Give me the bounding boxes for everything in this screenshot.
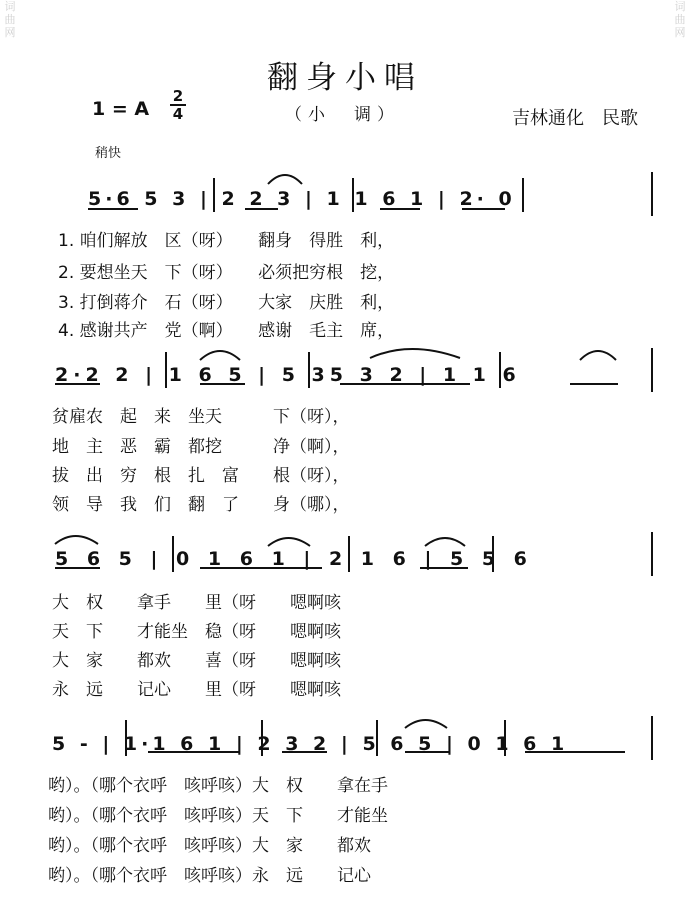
lyric-line-4-1: 哟）。（哪个衣呼 咳呼咳）大 权 拿在手 [48, 776, 388, 796]
slur [405, 720, 447, 728]
lyric-line-1-1: 1. 咱们解放 区（呀） 翻身 得胜 利， [58, 231, 395, 251]
lyric-line-4-2: 哟）。（哪个衣呼 咳呼咳）天 下 才能坐 [48, 806, 388, 826]
time-signature-top: 2 [172, 87, 184, 105]
slur [370, 349, 460, 358]
notes-line-2: 2·2 2 | 1 6 5 | 5 35 3 2 | 1 1 6 [55, 364, 521, 386]
lyric-line-2-4: 领 导 我 们 翻 了 身（哪）， [52, 495, 350, 515]
lyric-line-3-3: 大 家 都欢 喜（呀 嗯啊咳 [52, 651, 341, 671]
notes-line-1: 5·6 5 3 | 2 2 3 | 1 1 6 1 | 2· 0 [88, 188, 516, 210]
slur [580, 351, 616, 360]
lyric-line-4-3: 哟）。（哪个衣呼 咳呼咳）大 家 都欢 [48, 836, 371, 856]
time-signature [170, 88, 186, 122]
slur [55, 536, 98, 544]
tempo-marking: 稍快 [95, 146, 122, 161]
lyric-line-2-3: 拔 出 穷 根 扎 富 根（呀）， [52, 466, 350, 486]
lyric-line-3-1: 大 权 拿手 里（呀 嗯啊咳 [52, 593, 341, 613]
song-subtitle: （小 调） [285, 105, 400, 125]
lyric-line-4-4: 哟）。（哪个衣呼 咳呼咳）永 远 记心 [48, 866, 371, 886]
key-signature: 1 = A [92, 98, 150, 120]
lyric-line-1-2: 2. 要想坐天 下（呀） 必须把穷根 挖， [58, 263, 395, 283]
lyric-line-2-1: 贫雇农 起 来 坐天 下（呀）， [52, 407, 350, 427]
time-signature-bottom: 4 [170, 104, 186, 122]
lyric-line-1-4: 4. 感谢共产 党（啊） 感谢 毛主 席， [58, 321, 395, 341]
slur [425, 538, 465, 546]
song-origin: 吉林通化 民歌 [512, 108, 638, 129]
lyric-line-2-2: 地 主 恶 霸 都挖 净（啊）， [52, 437, 350, 457]
slur [268, 538, 310, 546]
notes-line-3: 5 6 5 | 0 1 6 1 | 2 1 6 | 5 5 6 [55, 548, 533, 570]
slur [200, 351, 240, 360]
watermark-text: 词曲网 [4, 0, 16, 39]
watermark-text: 词曲网 [674, 0, 686, 39]
watermark-right [672, 0, 688, 918]
lyric-line-1-3: 3. 打倒蒋介 石（呀） 大家 庆胜 利， [58, 293, 395, 313]
lyric-line-3-4: 永 远 记心 里（呀 嗯啊咳 [52, 680, 341, 700]
notes-line-4: 5 - | 1·1 6 1 | 2 3 2 | 5 6 5 | 0 1 6 1 [52, 733, 569, 755]
lyric-line-3-2: 天 下 才能坐 稳（呀 嗯啊咳 [52, 622, 341, 642]
slur [268, 175, 302, 184]
watermark-left [2, 0, 18, 918]
song-title: 翻身小唱 [267, 60, 423, 96]
